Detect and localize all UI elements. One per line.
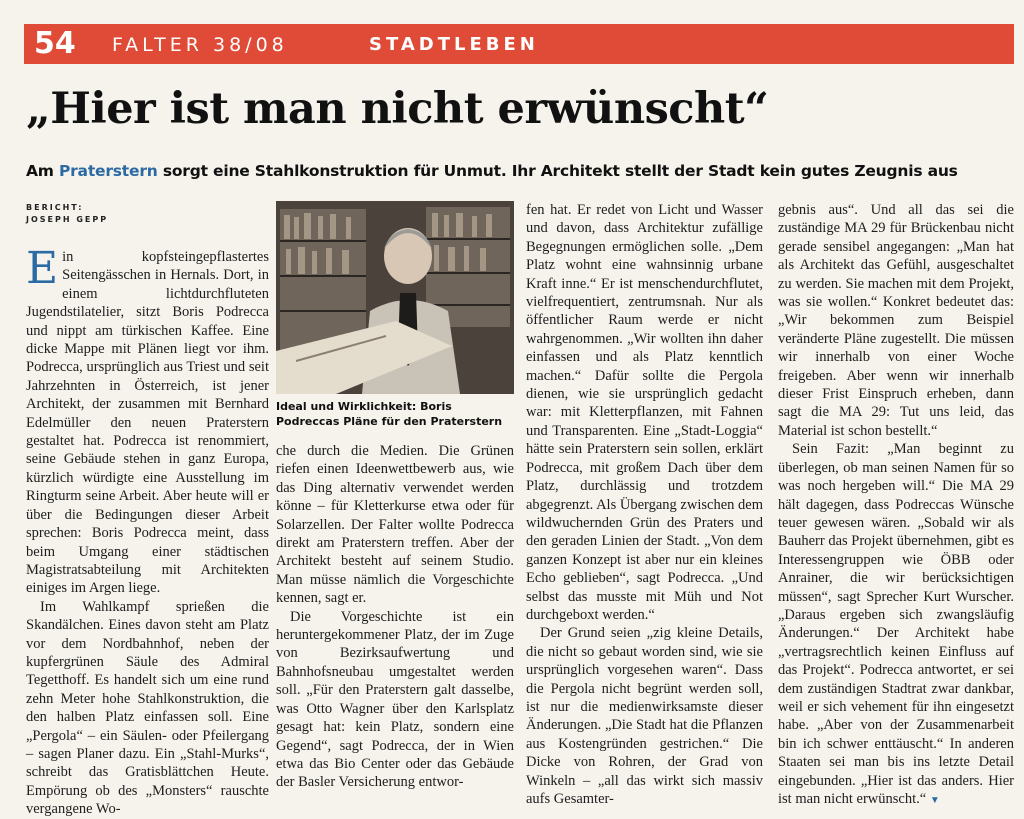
paragraph-text: Sein Fazit: „Man beginnt zu überlegen, ob man seinen Namen für so was noch hergeben will.“ Die MA 29 hält dagegen, dass Podreccas Wünsche teuer gewesen wären. „Sobald wir als Bauherr das Projekt übernehmen, gibt es Interessengruppen wie ÖBB oder Anrainer, die wir berücksichtigen müssen“, sagt Sprecher Kurt Wurscher. „Daraus ergeben sich zwangsläufig Änderungen.“ Der Architekt habe „vertragsrechtlich keinen Einfluss auf das Projekt“. Podrecca antwortet, er sei dem zuständigen Stadtrat zwar dankbar, weil er sich vehement für ihn eingesetzt habe. „Aber von der Zusammenarbeit bin ich schwer enttäuscht.“ In anderen Staaten sei man bis ins letzte Detail eingebunden. „Hier ist das anders. Hier ist man nicht erwünscht.“ <box>778 441 1014 807</box>
article-paragraph <box>26 243 269 598</box>
article-column-3 <box>526 201 763 808</box>
article-paragraph: Im Wahlkampf sprießen die Skandälchen. Eines davon steht am Platz vor dem Nordbahnhof, neben der kupfergrünen Säule des Admiral Tegetthoff. Es handelt sich um eine rund zehn Meter hohe Stahlkonstruktion, die den halben Platz einfassen soll. Eine „Pergola“ – ein Säulen- oder Pfeilergang – sagen Planer dazu. Ein „Stahl-Murks“, schreibt das Gratisblättchen Heute. Empörung ob des „Monsters“ rauschte vergangene Wo- <box>26 598 269 818</box>
deck-rest: sorgt eine Stahlkonstruktion für Unmut. Ihr Architekt stellt der Stadt kein gutes Zeugnis aus <box>162 162 958 180</box>
page-number: 54 <box>34 26 76 61</box>
end-mark-icon: ▼ <box>929 795 940 806</box>
article-paragraph: che durch die Medien. Die Grünen riefen einen Ideenwettbewerb aus, wie das Ding alternativ verwendet werden könne – für Kletterkurse etwa oder für Solarzellen. Der Falter wollte Podrecca direkt am Praterstern treffen. Aber der Architekt besteht auf seinem Studio. Man müsse nämlich die Vorgeschichte kennen, sagt er. <box>276 443 514 607</box>
byline <box>26 202 108 226</box>
drop-cap: E <box>26 243 59 294</box>
article-column-1 <box>26 243 269 819</box>
section-label: STADTLEBEN <box>369 34 539 55</box>
article-paragraph: fen hat. Er redet von Licht und Wasser und davon, dass Architektur zufällige Begegnungen ermöglichen solle. „Dem Platz wohnt eine wahnsinnig urbane Kraft inne.“ Er ist menschendurchflutet, vielfrequentiert, zentrumsnah. Nur als öffentlicher Raum werde er nicht wahrgenommen. „Wir wollten ihn daher einfassen und als Platz kenntlich machen.“ Dafür sollte die Pergola dienen, wie sie ursprünglich gedacht war: mit Kletterpflanzen, mit Fahnen und Transparenten. Eine „Stadt-Loggia“ hätte sein Praterstern sein sollen, erklärt Podrecca, mit großem Dach über dem Platz, durchlässig und trotzdem abgegrenzt. Als Übergang zwischen dem wildwuchernden Grün des Praters und den geraden Linien der Stadt. „Von dem ganzen Konzept ist aber nur ein kleines Echo geblieben“, sagt Podrecca. „Und selbst das musste mit Müh und Not durchgeboxt werden.“ <box>526 202 763 623</box>
deck-prefix: Am <box>26 162 54 180</box>
deck <box>26 159 1016 183</box>
article-column-2 <box>276 442 514 792</box>
issue-label: FALTER 38/08 <box>112 34 288 56</box>
article-paragraph <box>778 440 1014 810</box>
byline-author: JOSEPH GEPP <box>26 215 109 224</box>
headline: „Hier ist man nicht erwünscht“ <box>26 84 769 134</box>
article-paragraph: Der Grund seien „zig kleine Details, die nicht so gebaut worden sind, wie sie ursprünglich vorgesehen waren“. Dass die Pergola nicht begrünt werden soll, ist nur die medienwirksamste dieser Änderungen. „Die Stadt hat die Pflanzen aus Kostengründen gestrichen.“ Die Dicke von Rohren, der Grad von Winkeln – „all das wirkt sich massiv aufs Gesamter- <box>526 625 763 807</box>
deck-highlight: Praterstern <box>58 162 158 180</box>
masthead-bar <box>24 24 1014 64</box>
photo-caption: Ideal und Wirklichkeit: Boris Podreccas Pläne für den Praterstern <box>276 400 503 428</box>
byline-label: BERICHT: <box>26 203 84 212</box>
portrait-photo <box>276 201 514 394</box>
paragraph-text: in kopfsteingepflastertes Seitengässchen in Hernals. Dort, in einem lichtdurchfluteten Jugendstilatelier, sitzt Boris Podrecca und nippt am türkischen Kaffee. Eine dicke Mappe mit Plänen liegt vor ihm. Podrecca, ursprünglich aus Triest und seit Jahrzehnten in Österreich, ist jener Architekt, der zusammen mit Bernhard Edelmüller den neuen Praterstern gestaltet hat. Podrecca ist renommiert, seine Gebäude stehen in ganz Europa, kürzlich würdigte eine Ausstellung im Ringturm seine Arbeit. Aber heute will er über die Bedingungen dieser Arbeit sprechen: Boris Podrecca meint, dass beim Umgang einer städtischen Magistratsabteilung mit Architekten einiges im Argen liege. <box>26 249 269 597</box>
article-column-4 <box>778 201 1014 810</box>
article-paragraph: Die Vorgeschichte ist ein heruntergekommener Platz, der im Zuge von Bezirksaufwertung und Bahnhofsneubau umgestaltet werden soll. „Für den Praterstern galt dasselbe, was Otto Wagner über den Karlsplatz gesagt hat: kein Platz, sondern eine Gegend“, sagt Podrecca, der in Wien etwa das Bio Center oder das Gebäude der Basler Versicherung entwor- <box>276 608 514 791</box>
photo-illustration <box>276 201 514 394</box>
article-paragraph: gebnis aus“. Und all das sei die zuständige MA 29 für Brückenbau nicht gerade sensibel angegangen: „Man hat als Architekt das Gefühl, ausgeschaltet zu werden. Sie machen mit dem Projekt, was sie wollen.“ Konkret bedeutet das: „Wir bekommen zum Beispiel veränderte Pläne zugestellt. Die müssen wir innerhalb von einer Woche freigeben. Aber wenn wir innerhalb dieser Frist Einspruch erheben, dann sagt die MA 29: Tut uns leid, das Material ist schon bestellt.“ <box>778 202 1014 439</box>
